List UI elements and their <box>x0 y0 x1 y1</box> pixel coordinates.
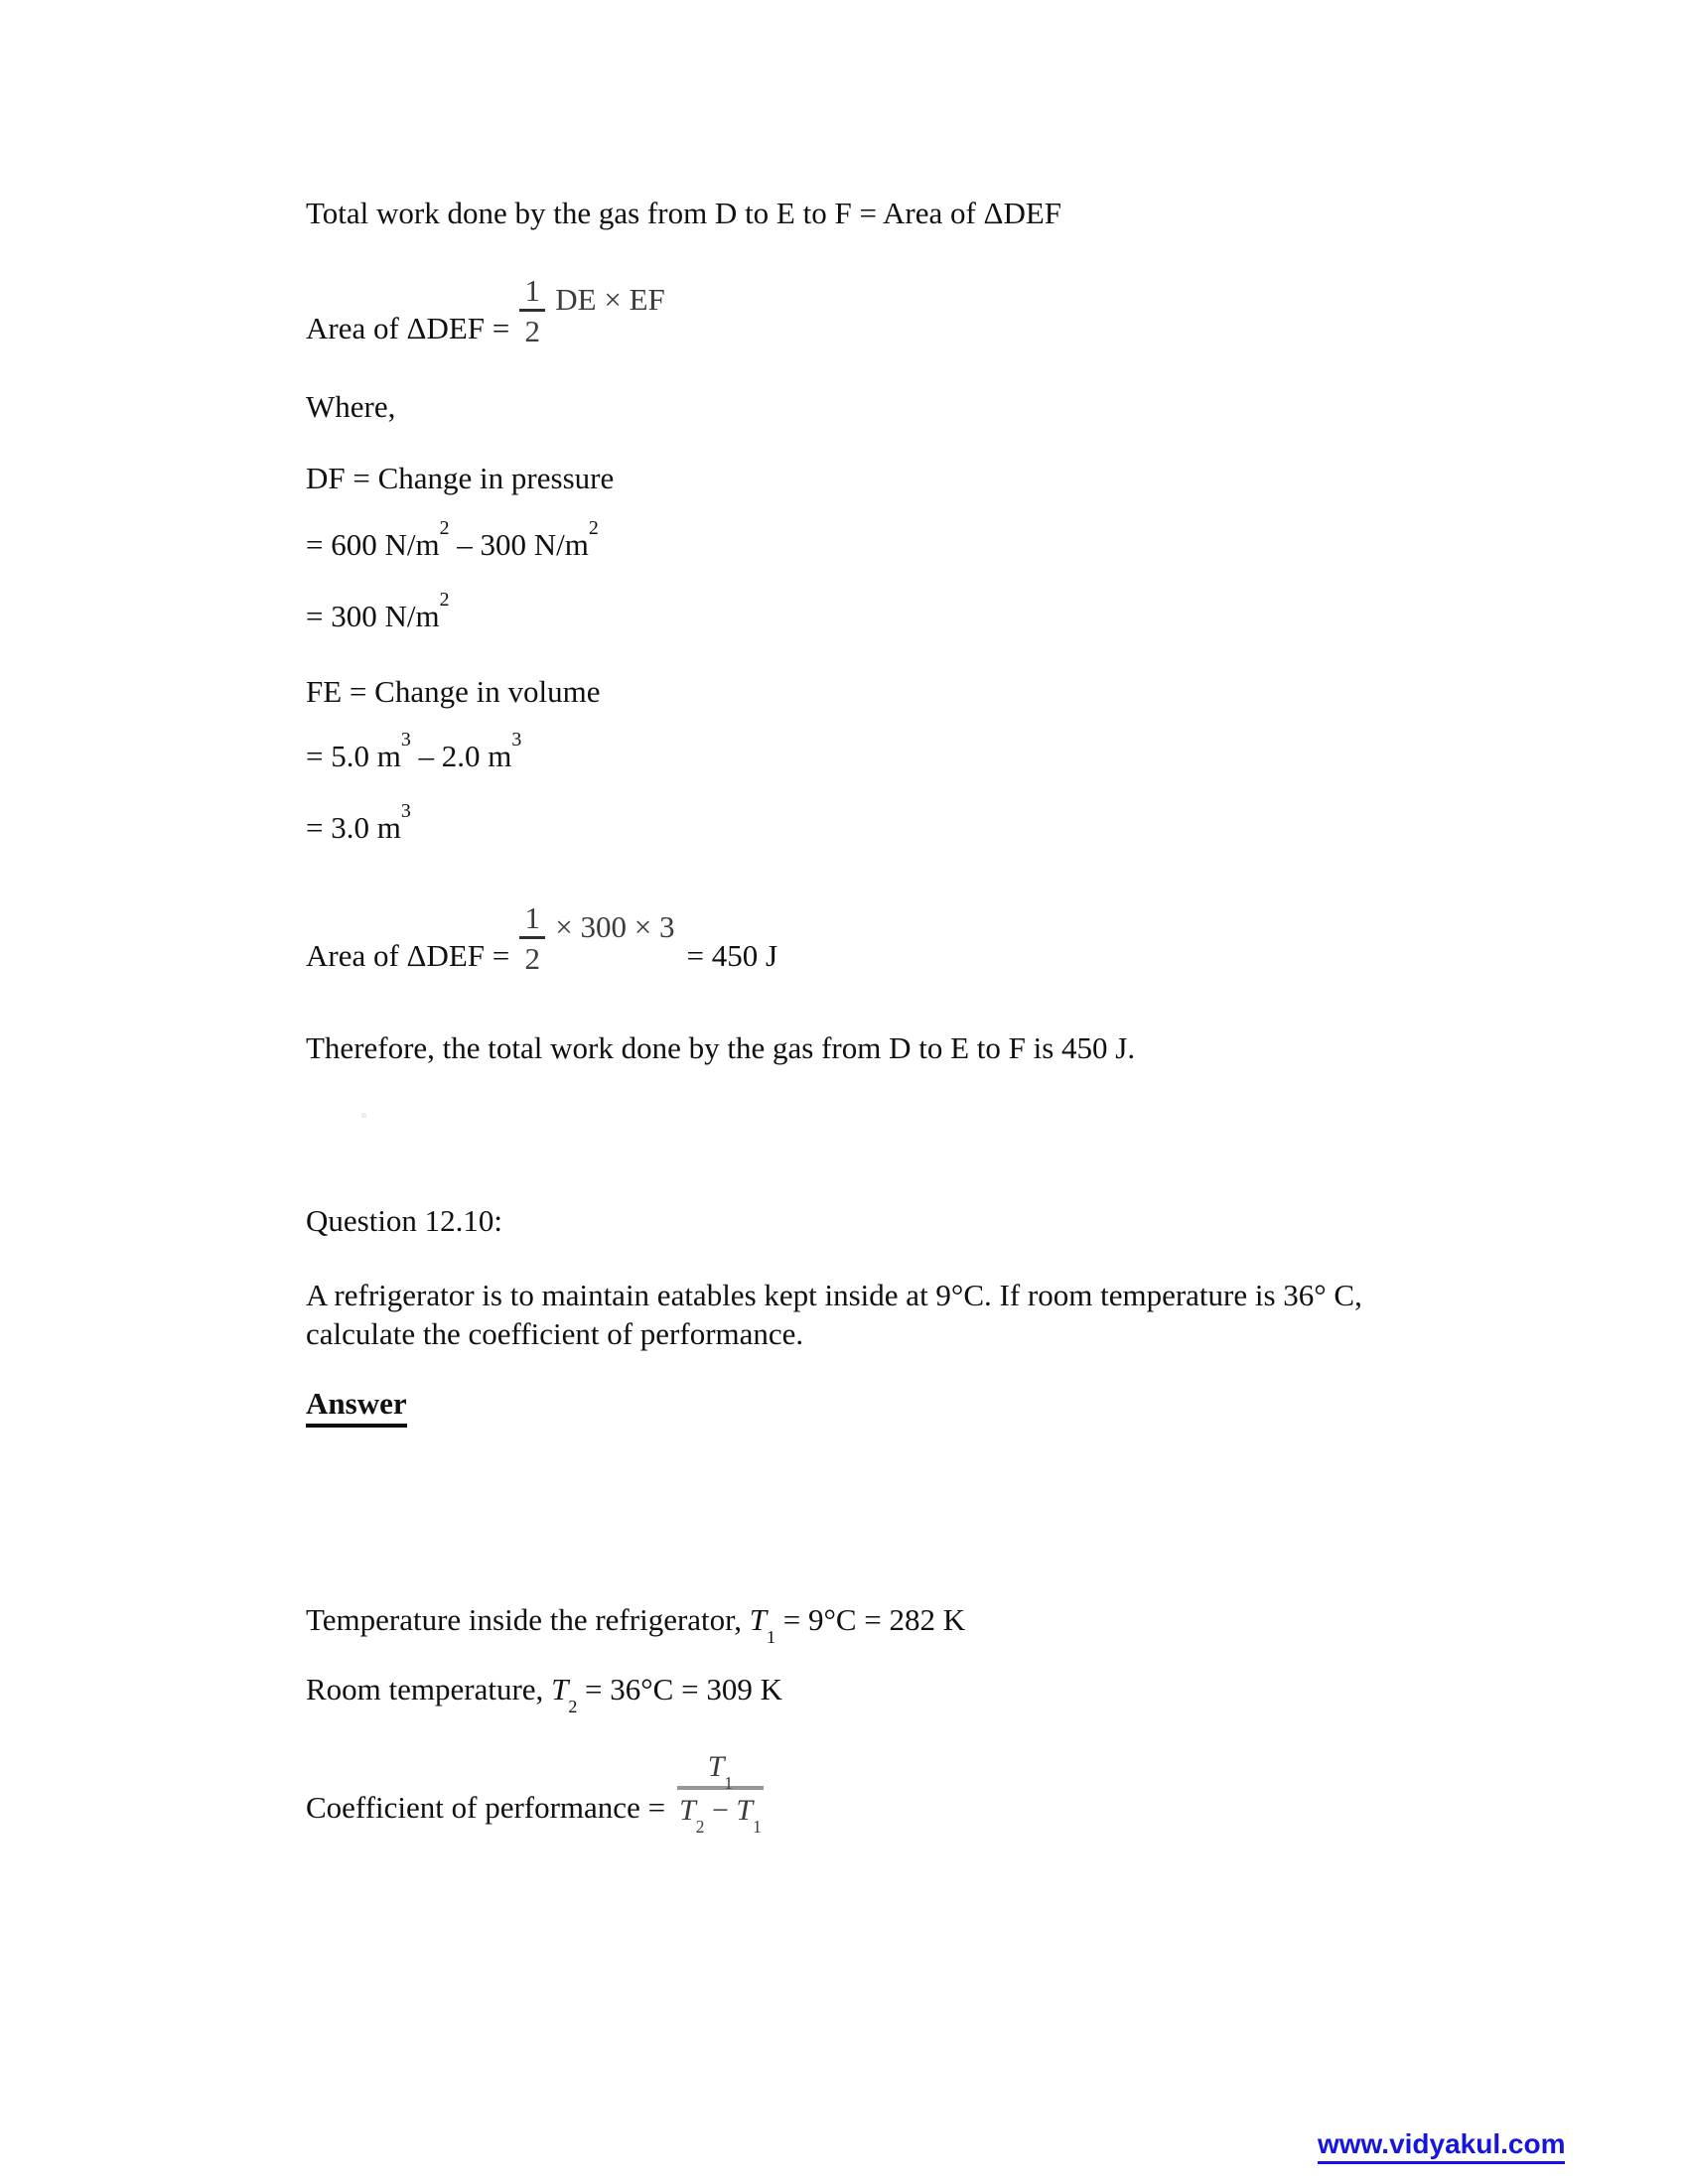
question-text-line2: calculate the coefficient of performance. <box>306 1316 804 1351</box>
cop-denominator <box>677 1794 764 1837</box>
formula2-fraction <box>519 901 545 975</box>
cop-den-symbol-b: T <box>736 1794 754 1827</box>
pressure-eq2-sup: 2 <box>439 589 450 612</box>
room-temp-line <box>306 1671 782 1716</box>
question-text-line1: A refrigerator is to maintain eatables kept inside at 9°C. If room temperature is 36° C, <box>306 1278 1362 1312</box>
cop-den-minus: − <box>704 1794 737 1827</box>
formula2-fraction-bar <box>519 936 545 939</box>
room-temp-subscript: 2 <box>568 1696 578 1716</box>
formula1-label: Area of ΔDEF = <box>306 311 510 345</box>
formula1-denominator: 2 <box>524 314 541 348</box>
volume-eq-line-1 <box>306 729 522 775</box>
volume-eq2-sup: 3 <box>400 800 411 823</box>
temp-inside-line <box>306 1601 966 1647</box>
where-line: Where, <box>306 389 396 424</box>
formula2-result: = 450 J <box>686 938 778 973</box>
df-definition-line: DF = Change in pressure <box>306 461 615 495</box>
formula2-denominator: 2 <box>524 941 541 976</box>
pressure-eq1-sup-b: 2 <box>588 517 599 540</box>
cop-num-subscript: 1 <box>724 1772 734 1793</box>
volume-eq-line-2 <box>306 800 411 847</box>
cop-fraction <box>677 1750 764 1837</box>
formula2-rhs: × 300 × 3 <box>555 909 675 944</box>
pressure-eq2-text: = 300 N/m <box>306 599 440 633</box>
pressure-eq-line-2 <box>306 589 450 635</box>
scan-artifact <box>361 1113 366 1118</box>
formula2-label: Area of ΔDEF = <box>306 938 510 973</box>
footer-site-link[interactable]: www.vidyakul.com <box>1318 2128 1565 2164</box>
volume-eq1-text-b: – 2.0 m <box>410 739 512 773</box>
formula1-fraction <box>519 274 545 347</box>
cop-den-symbol-a: T <box>679 1794 696 1827</box>
therefore-line: Therefore, the total work done by the gas from D to E to F is 450 J. <box>306 1030 1136 1065</box>
cop-fraction-bar <box>677 1786 764 1790</box>
area-formula-1 <box>306 274 665 347</box>
fe-definition-line: FE = Change in volume <box>306 674 601 709</box>
room-temp-symbol: T <box>551 1672 569 1706</box>
pressure-eq1-text-b: – 300 N/m <box>449 527 589 562</box>
room-temp-prefix: Room temperature, <box>306 1672 552 1706</box>
temp-inside-value: = 9°C = 282 K <box>774 1602 966 1637</box>
cop-formula-label: Coefficient of performance = <box>306 1790 666 1825</box>
cop-formula <box>306 1750 764 1837</box>
volume-eq1-sup-b: 3 <box>511 729 522 751</box>
temp-inside-prefix: Temperature inside the refrigerator, <box>306 1602 750 1637</box>
answer-label: Answer <box>306 1386 407 1428</box>
cop-numerator <box>706 1750 735 1793</box>
pressure-eq-line-1 <box>306 517 599 564</box>
question-text <box>306 1276 1362 1353</box>
temp-inside-symbol: T <box>749 1602 767 1637</box>
temp-inside-subscript: 1 <box>766 1626 775 1647</box>
formula1-rhs: DE × EF <box>555 282 665 317</box>
volume-eq1-text-a: = 5.0 m <box>306 739 401 773</box>
formula1-numerator: 1 <box>524 273 541 308</box>
total-work-line: Total work done by the gas from D to E to F = Area of ΔDEF <box>306 196 1062 230</box>
volume-eq2-text: = 3.0 m <box>306 810 401 845</box>
formula2-numerator: 1 <box>524 900 541 935</box>
volume-eq1-sup-a: 3 <box>400 729 411 751</box>
cop-den-subscript-b: 1 <box>753 1816 762 1837</box>
room-temp-value: = 36°C = 309 K <box>577 1672 782 1706</box>
area-formula-2 <box>306 901 777 975</box>
pressure-eq1-sup-a: 2 <box>439 517 450 540</box>
formula1-fraction-bar <box>519 309 545 312</box>
answer-heading <box>306 1385 407 1423</box>
cop-den-subscript-a: 2 <box>695 1816 705 1837</box>
pressure-eq1-text-a: = 600 N/m <box>306 527 440 562</box>
question-heading: Question 12.10: <box>306 1203 503 1238</box>
cop-num-symbol: T <box>707 1750 725 1783</box>
